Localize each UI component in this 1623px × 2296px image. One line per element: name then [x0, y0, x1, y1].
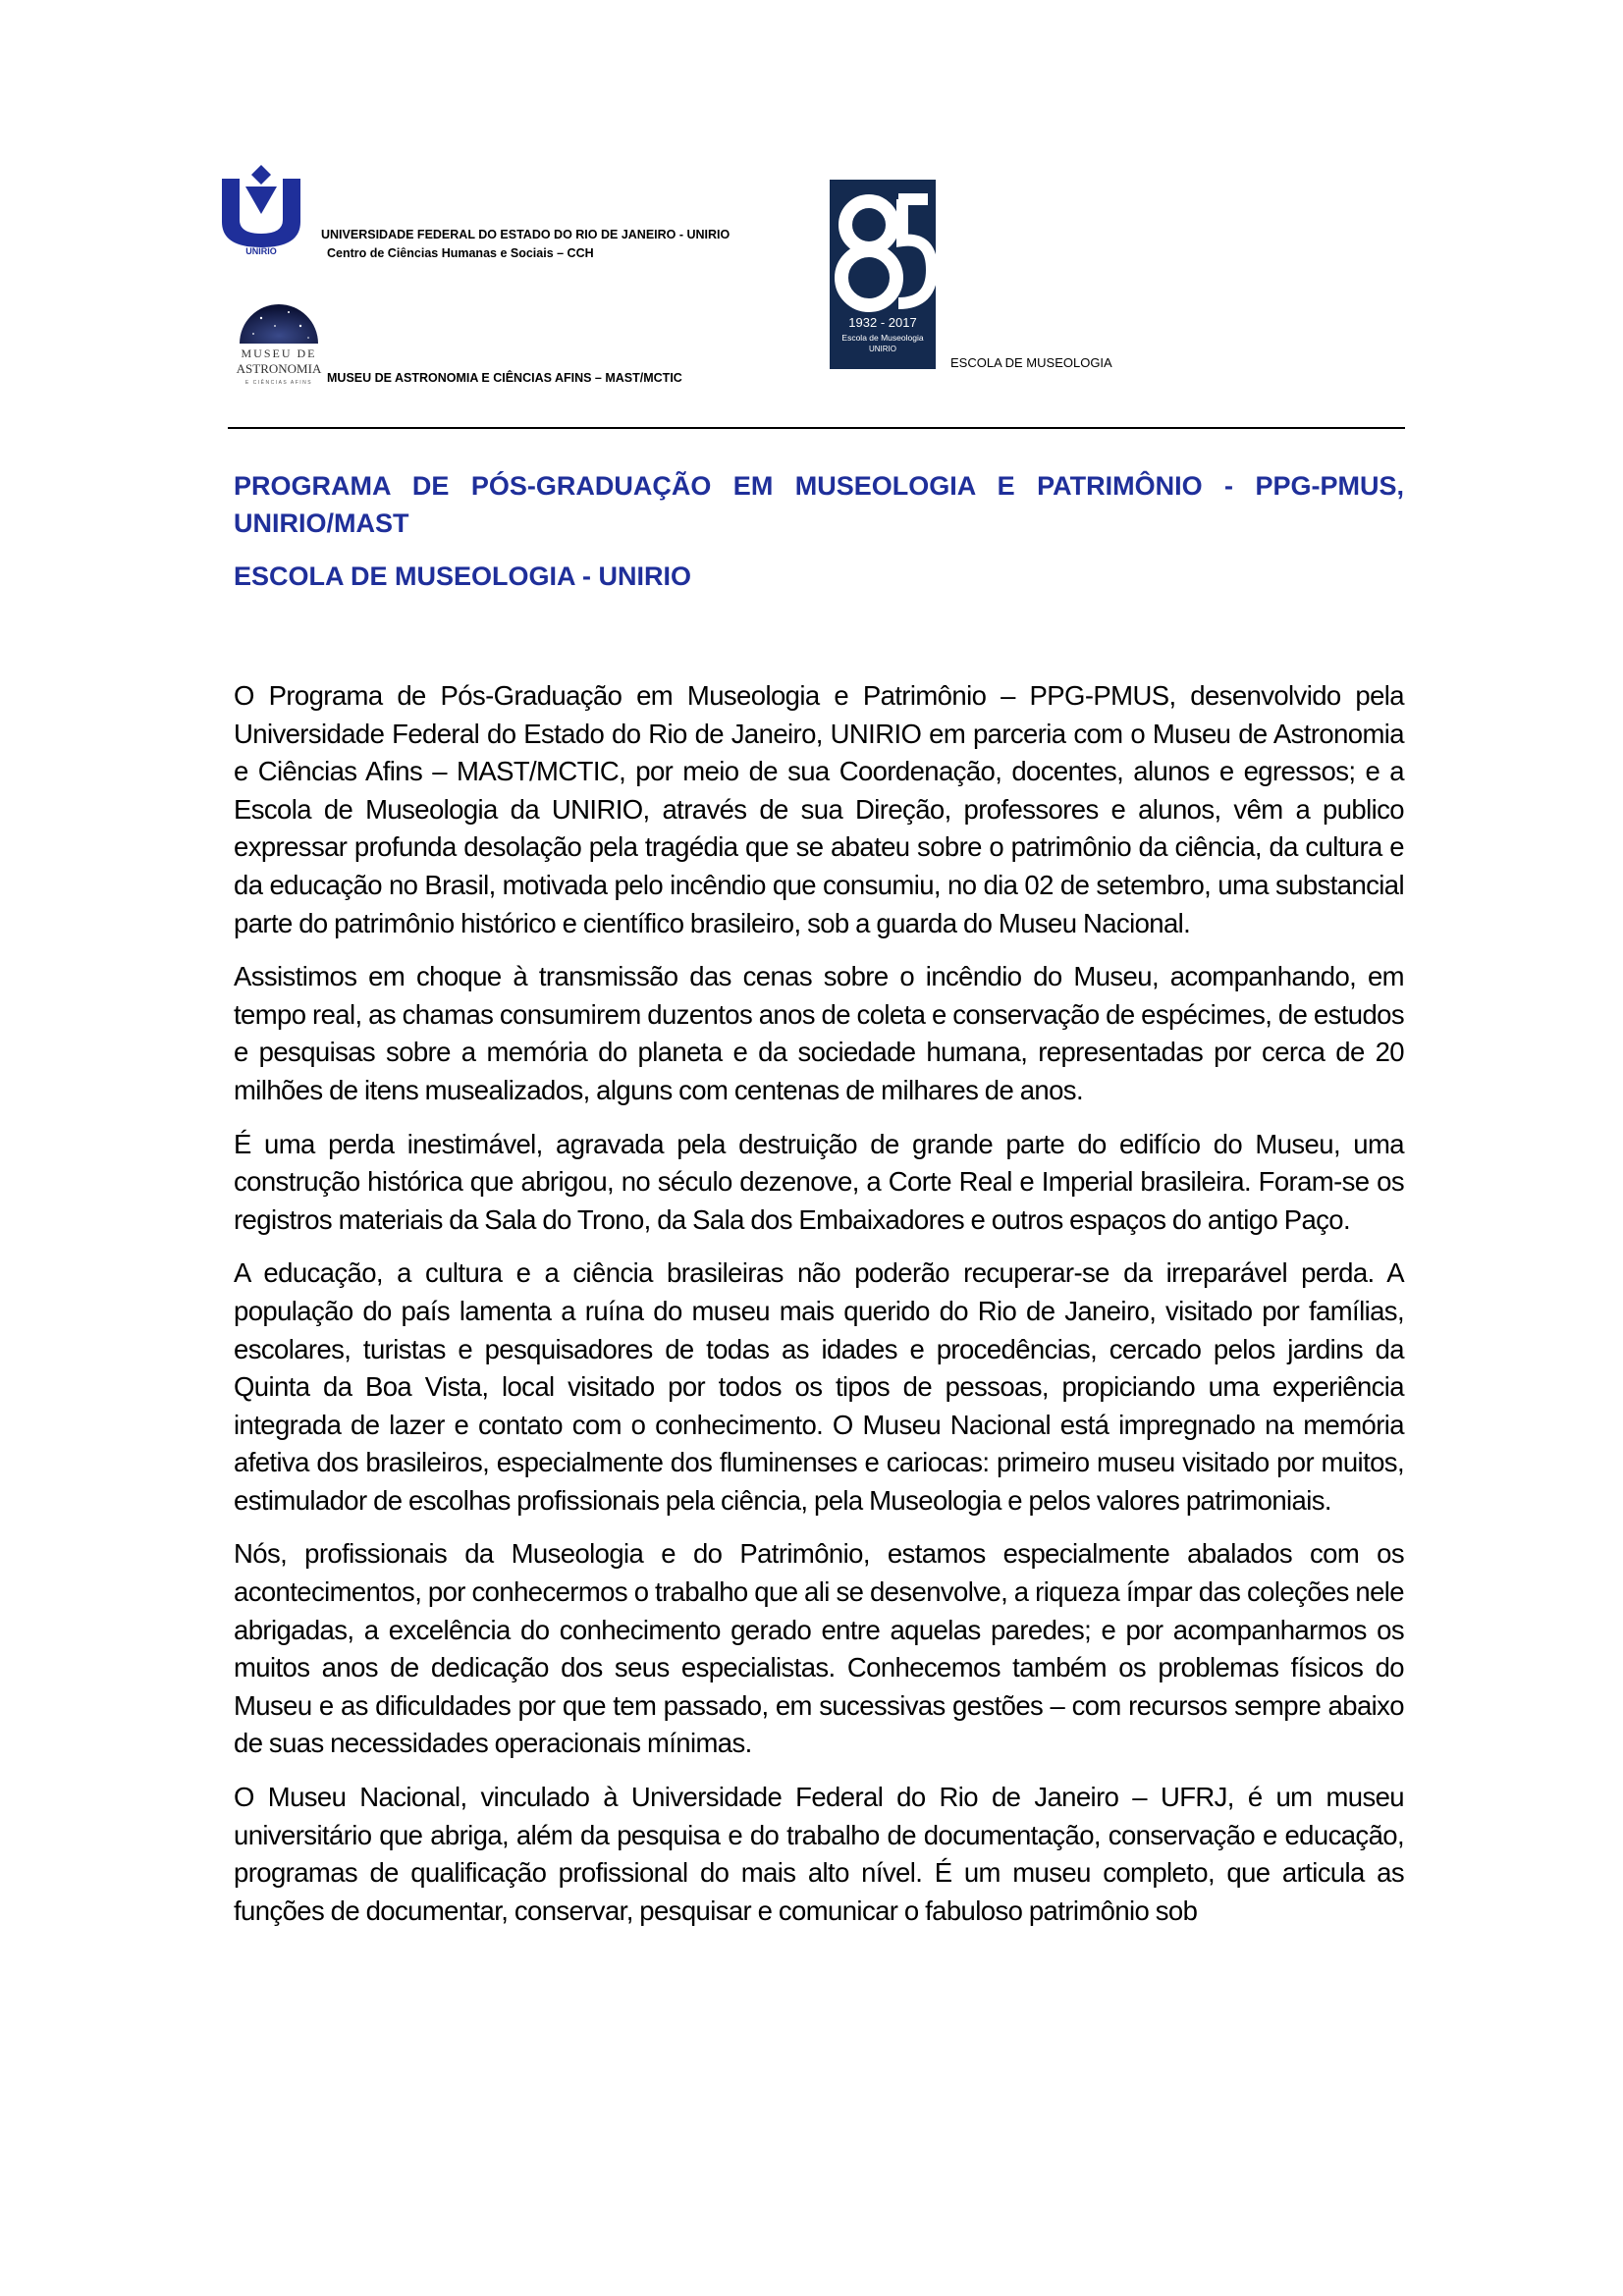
anniversary-line2: UNIRIO [869, 345, 896, 353]
anniversary-years: 1932 - 2017 [848, 315, 917, 330]
program-title: PROGRAMA DE PÓS-GRADUAÇÃO EM MUSEOLOGIA E PATRIMÔNIO - PPG-PMUS, UNIRIO/MAST [234, 471, 1404, 538]
unirio-logo [220, 165, 302, 255]
mast-logo-line1: MUSEU DE [241, 347, 317, 360]
mast-logo [232, 296, 326, 387]
mast-logo-line2: ASTRONOMIA [236, 361, 322, 376]
paragraph: O Programa de Pós-Graduação em Museologia e Patrimônio – PPG-PMUS, desenvolvido pela Universidade Federal do Estado do Rio de Janeiro, UNIRIO em parceria com o Museu de Astronomia e Ciências Afins – MAST/MCTIC, por meio de sua Coordenação, docentes, alunos e egressos; e a Escola de Museologia da UNIRIO, através de sua Direção, professores e alunos, vêm a publico expressar profunda desolação pela tragédia que se abateu sobre o patrimônio da ciência, da cultura e da educação no Brasil, motivada pelo incêndio que consumiu, no dia 02 de setembro, uma substancial parte do patrimônio histórico e científico brasileiro, sob a guarda do Museu Nacional. [234, 680, 1404, 938]
school-title: ESCOLA DE MUSEOLOGIA - UNIRIO [234, 561, 692, 591]
header-divider [228, 427, 1405, 429]
anniversary-line1: Escola de Museologia [841, 333, 924, 343]
mast-name: MUSEU DE ASTRONOMIA E CIÊNCIAS AFINS – MAST/MCTIC [327, 371, 682, 385]
unirio-logo-label: UNIRIO [245, 246, 277, 255]
mast-logo-line3: E CIÊNCIAS AFINS [244, 380, 313, 386]
unirio-name: UNIVERSIDADE FEDERAL DO ESTADO DO RIO DE JANEIRO - UNIRIO [321, 228, 730, 241]
escola-label: ESCOLA DE MUSEOLOGIA [950, 355, 1112, 370]
unirio-center: Centro de Ciências Humanas e Sociais – CCH [327, 246, 594, 260]
paragraph: Assistimos em choque à transmissão das cenas sobre o incêndio do Museu, acompanhando, em tempo real, as chamas consumirem duzentos anos de coleta e conservação de espécimes, de estudos e pesquisas sobre a memória do planeta e da sociedade humana, representadas por cerca de 20 milhões de itens musealizados, alguns com centenas de milhares de anos. [234, 961, 1404, 1105]
anniversary-logo [830, 180, 936, 369]
paragraph: Nós, profissionais da Museologia e do Patrimônio, estamos especialmente abalados com os acontecimentos, por conhecermos o trabalho que ali se desenvolve, a riqueza ímpar das coleções nele abrigadas, a excelência do conhecimento gerado entre aquelas paredes; e por acompanharmos os muitos anos de dedicação dos seus especialistas. Conhecemos também os problemas físicos do Museu e as dificuldades por que tem passado, em sucessivas gestões – com recursos sempre abaixo de suas necessidades operacionais mínimas. [234, 1538, 1404, 1759]
paragraph: A educação, a cultura e a ciência brasileiras não poderão recuperar-se da irreparável perda. A população do país lamenta a ruína do museu mais querido do Rio de Janeiro, visitado por famílias, escolares, turistas e pesquisadores de todas as idades e procedências, cercado pelos jardins da Quinta da Boa Vista, local visitado por todos os tipos de pessoas, propiciando uma experiência integrada de lazer e contato com o conhecimento. O Museu Nacional está impregnado na memória afetiva dos brasileiros, especialmente dos fluminenses e cariocas: primeiro museu visitado por muitos, estimulador de escolhas profissionais pela ciência, pela Museologia e pelos valores patrimoniais. [234, 1257, 1404, 1516]
unirio-heading [321, 226, 730, 263]
paragraph: É uma perda inestimável, agravada pela destruição de grande parte do edifício do Museu, uma construção histórica que abrigou, no século dezenove, a Corte Real e Imperial brasileira. Foram-se os registros materiais da Sala do Trono, da Sala dos Embaixadores e outros espaços do antigo Paço. [234, 1128, 1404, 1235]
paragraph: O Museu Nacional, vinculado à Universidade Federal do Rio de Janeiro – UFRJ, é um museu universitário que abriga, além da pesquisa e do trabalho de documentação, conservação e educação, programas de qualificação profissional do mais alto nível. É um museu completo, que articula as funções de documentar, conservar, pesquisar e comunicar o fabuloso patrimônio sob [234, 1782, 1404, 1926]
document-body [234, 677, 1404, 1946]
